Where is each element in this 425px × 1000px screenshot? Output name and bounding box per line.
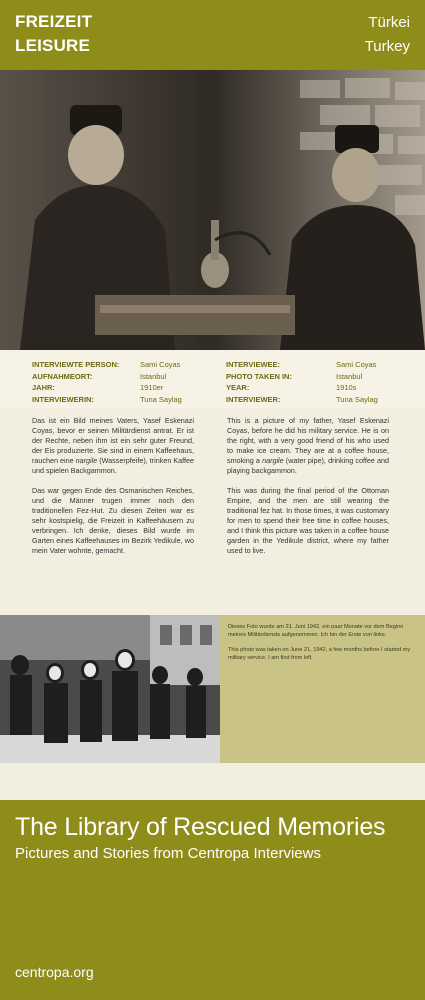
story-paragraph: Das war gegen Ende des Osmanischen Reiches, und die Männer trugen immer noch den traditionellen Fez-Hut. Zu diesen Zeiten war es sehr kostspielig, die Freizeit in Kaffeehäusern zu verbringen. Ich denke, dieses Bild wurde im Garten eines Kaffeehauses im Bezirk Yedikule, wo mein Vater wohnte, gemacht.	[32, 485, 194, 556]
text-run-italic: nargile	[75, 456, 98, 466]
interview-info	[0, 350, 425, 408]
story-german	[32, 416, 194, 565]
info-value: Tuna Saylag	[336, 394, 378, 404]
info-value: Sami Coyas	[336, 360, 377, 369]
story-paragraph	[32, 416, 194, 477]
text-run: (Wasserpfeife), trinken Kaffee und spielen Backgammon.	[32, 456, 194, 476]
info-value: Istanbul	[336, 371, 363, 381]
info-label: INTERVIEWTE PERSON:	[32, 360, 120, 369]
info-value: Sami Coyas	[140, 360, 181, 369]
section-title	[15, 10, 92, 58]
story-paragraph: This was during the final period of the Ottoman Empire, and the men are still wearing the traditional fez hat. In those times, it was customary for men to spend their free time in coffee houses, and I think this picture was taken in a coffee house garden in the Yedikule district, where my father used to live.	[227, 485, 389, 556]
info-labels-german	[32, 359, 119, 405]
info-values-english	[336, 359, 378, 405]
footer-subtitle: Pictures and Stories from Centropa Interviews	[15, 845, 321, 862]
story-english	[227, 416, 389, 565]
main-photo	[0, 70, 425, 350]
header-bar	[0, 0, 425, 70]
photo-caption	[220, 615, 425, 763]
info-values-german	[140, 359, 182, 405]
text-run: (water pipe), drinking coffee and playing backgammon.	[227, 456, 389, 476]
caption-text	[220, 615, 425, 662]
story-paragraph	[227, 416, 389, 477]
info-value: Tuna Saylag	[140, 394, 182, 404]
second-photo-section	[0, 615, 425, 763]
info-label: PHOTO TAKEN IN:	[226, 371, 292, 381]
caption-english: This photo was taken on June 21, 1942, a few months before I started my military service. I am first from left.	[228, 647, 411, 661]
street-photo	[0, 615, 220, 763]
country-english: Turkey	[364, 38, 410, 55]
text-run: Das ist ein Bild meines Vaters, Yasef Eskenazi Coyas, bevor er seinen Militärdienst antrat. Er ist der Rechte, neben ihm ist ein sehr guter Freund, der Eis produzierte. Sie sind in einem Kaffeehaus, rauchen eine	[32, 416, 194, 466]
country-german: Türkei	[368, 14, 410, 31]
caption-german: Dieses Foto wurde am 21. Juni 1942, ein paar Monate vor dem Beginn meines Militärdiensts aufgenommen. Ich bin der Erste von links.	[228, 624, 404, 638]
title-english: LEISURE	[15, 36, 91, 55]
sepia-photo-image	[0, 70, 425, 350]
text-run-italic: nargile	[262, 456, 284, 466]
footer-bar	[0, 800, 425, 1000]
story-text	[0, 408, 425, 615]
text-run: This is a picture of my father, Yasef Eskenazi Coyas, before he did his military service. He is on the right, with a very good friend of his who used to make ice cream. They are at a coffee house, smoking a	[227, 416, 389, 466]
footer-url[interactable]: centropa.org	[15, 964, 94, 980]
info-label: INTERVIEWERIN:	[32, 394, 94, 404]
info-label: INTERVIEWEE:	[226, 360, 281, 369]
info-value: Istanbul	[140, 371, 167, 381]
footer-title: The Library of Rescued Memories	[15, 813, 386, 841]
bw-photo-image	[0, 615, 220, 763]
info-value: 1910s	[336, 383, 357, 392]
info-value: 1910er	[140, 383, 164, 392]
info-label: INTERVIEWER:	[226, 394, 281, 404]
country	[365, 11, 410, 59]
info-labels-english	[226, 359, 292, 405]
info-label: JAHR:	[32, 383, 55, 392]
spacer	[0, 763, 425, 800]
info-label: YEAR:	[226, 383, 250, 392]
info-label: AUFNAHMEORT:	[32, 371, 93, 381]
title-german: FREIZEIT	[15, 12, 93, 31]
